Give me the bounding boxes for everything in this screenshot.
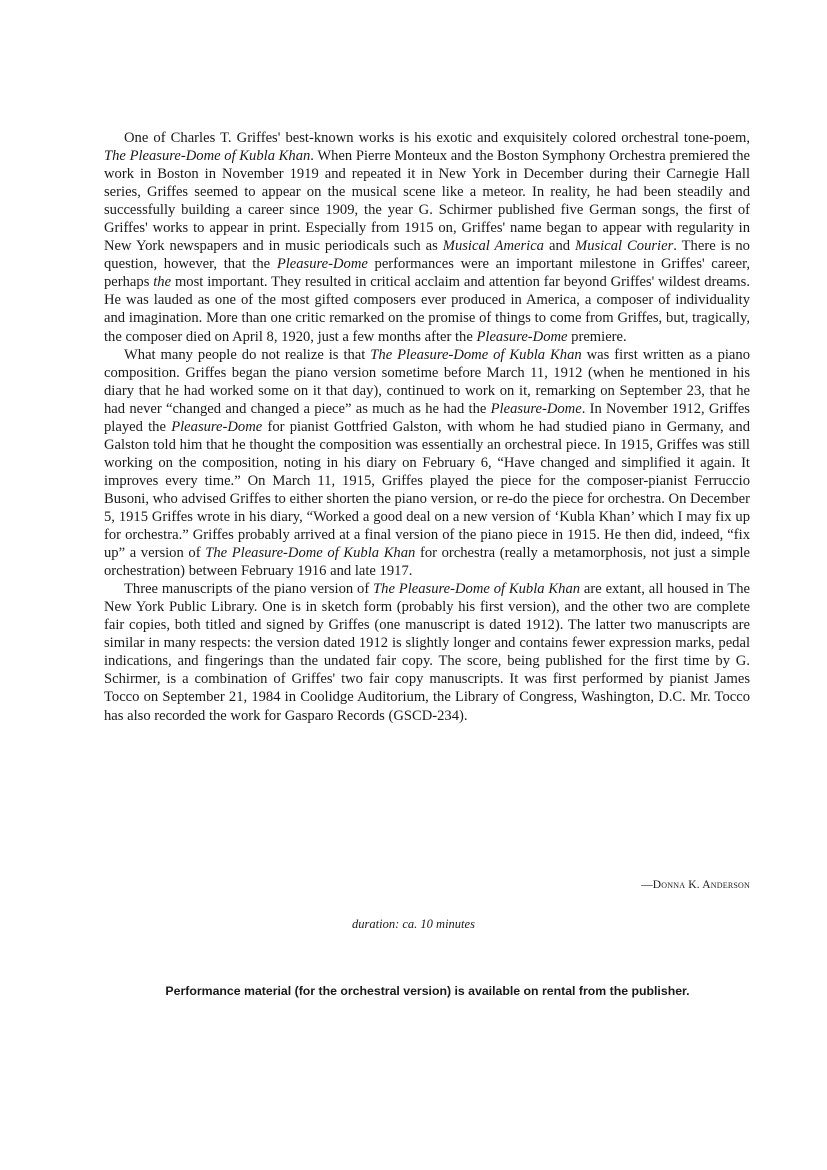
periodical-title: Musical America — [442, 238, 544, 255]
work-title: The Pleasure-Dome of Kubla Khan — [104, 148, 311, 165]
text: premiere. — [567, 328, 627, 345]
paragraph-2 — [104, 346, 750, 581]
text: . When Pierre Monteux and the Boston Symphony Orchestra premiered the work in Boston in November 1919 and repeated it in New York in December during their Carnegie Hall series, Griffes seemed to appear on the musical scene like a meteor. In reality, he had been steadily and successfully building a career since 1909, the year G. Schirmer published five German songs, the first of Griffes' works to appear in print. Especially from 1915 on, Griffes' name began to appear with regularity in New York newspapers and in music periodicals such as — [104, 148, 751, 255]
work-title: Pleasure-Dome — [476, 328, 568, 345]
paragraph-3 — [104, 580, 750, 724]
emphasis: the — [153, 274, 172, 291]
paragraph-1 — [104, 129, 750, 346]
author-signature — [560, 879, 750, 891]
text: most important. They resulted in critical acclaim and attention far beyond Griffes' wildest dreams. He was lauded as one of the most gifted composers ever produced in America, a composer of individuality and imagination. More than one critic remarked on the promise of things to come from Griffes, but, tragically, the composer died on April 8, 1920, just a few months after the — [104, 274, 750, 345]
work-title: Pleasure-Dome — [490, 400, 582, 417]
text: performances were an important milestone in Griffes' career, perhaps — [104, 256, 750, 291]
work-title: Pleasure-Dome — [276, 256, 368, 273]
text: One of Charles T. Griffes' best-known works is his exotic and exquisitely colored orchestral tone-poem, — [124, 130, 750, 146]
text: was first written as a piano composition. Griffes began the piano version sometime before March 11, 1912 (when he mentioned in his diary that he had worked some on it that day), continued to work on it, remarking on September 23, that he had never “changed and changed a piece” as much as he had the — [104, 346, 750, 417]
author-name: Donna K. Anderson — [652, 879, 750, 891]
work-title: The Pleasure-Dome of Kubla Khan — [205, 545, 416, 562]
duration-note: duration: ca. 10 minutes — [352, 917, 475, 931]
text: are extant, all housed in The New York Public Library. One is in sketch form (probably his first version), and the other two are complete fair copies, both titled and signed by Griffes (one manuscript is dated 1912). The latter two manuscripts are similar in many respects: the version dated 1912 is slightly longer and contains fewer expression marks, pedal indications, and fingerings than the undated fair copy. The score, being published for the first time by G. Schirmer, is a combination of Griffes' two fair copy manuscripts. It was first performed by pianist James Tocco on September 21, 1984 in Coolidge Auditorium, the Library of Congress, Washington, D.C. Mr. Tocco has also recorded the work for Gasparo Records (GSCD-234). — [104, 581, 751, 724]
text: Three manuscripts of the piano version of — [124, 581, 374, 598]
work-title: Pleasure-Dome — [171, 418, 263, 435]
program-note — [104, 129, 750, 725]
text: for orchestra (really a metamorphosis, not just a simple orchestration) between February 1916 and late 1917. — [104, 545, 751, 580]
text: for pianist Gottfried Galston, with whom he had studied piano in Germany, and Galston told him that he thought the composition was essentially an orchestral piece. In 1915, Griffes was still working on the composition, noting in his diary on February 6, “Have changed and simplified it again. It improves every time.” On March 11, 1915, Griffes played the piece for the composer-pianist Ferruccio Busoni, who advised Griffes to either shorten the piano version, or re-do the piece for orchestra. On December 5, 1915 Griffes wrote in his diary, “Worked a good deal on a new version of ‘Kubla Khan’ which I may fix up for orchestra.” Griffes probably arrived at a final version of the piano piece in 1915. He then did, indeed, “fix up” a version of — [104, 418, 750, 562]
em-dash: — — [641, 879, 653, 891]
periodical-title: Musical Courier — [575, 238, 674, 255]
text: . There is no question, however, that the — [104, 238, 750, 273]
work-title: The Pleasure-Dome of Kubla Khan — [370, 346, 582, 363]
performance-material-note: Performance material (for the orchestral version) is available on rental from the publisher. — [165, 984, 690, 998]
work-title: The Pleasure-Dome of Kubla Khan — [373, 581, 581, 598]
text: What many people do not realize is that — [124, 346, 371, 363]
text: . In November 1912, Griffes played the — [104, 400, 750, 435]
text: and — [543, 238, 576, 255]
